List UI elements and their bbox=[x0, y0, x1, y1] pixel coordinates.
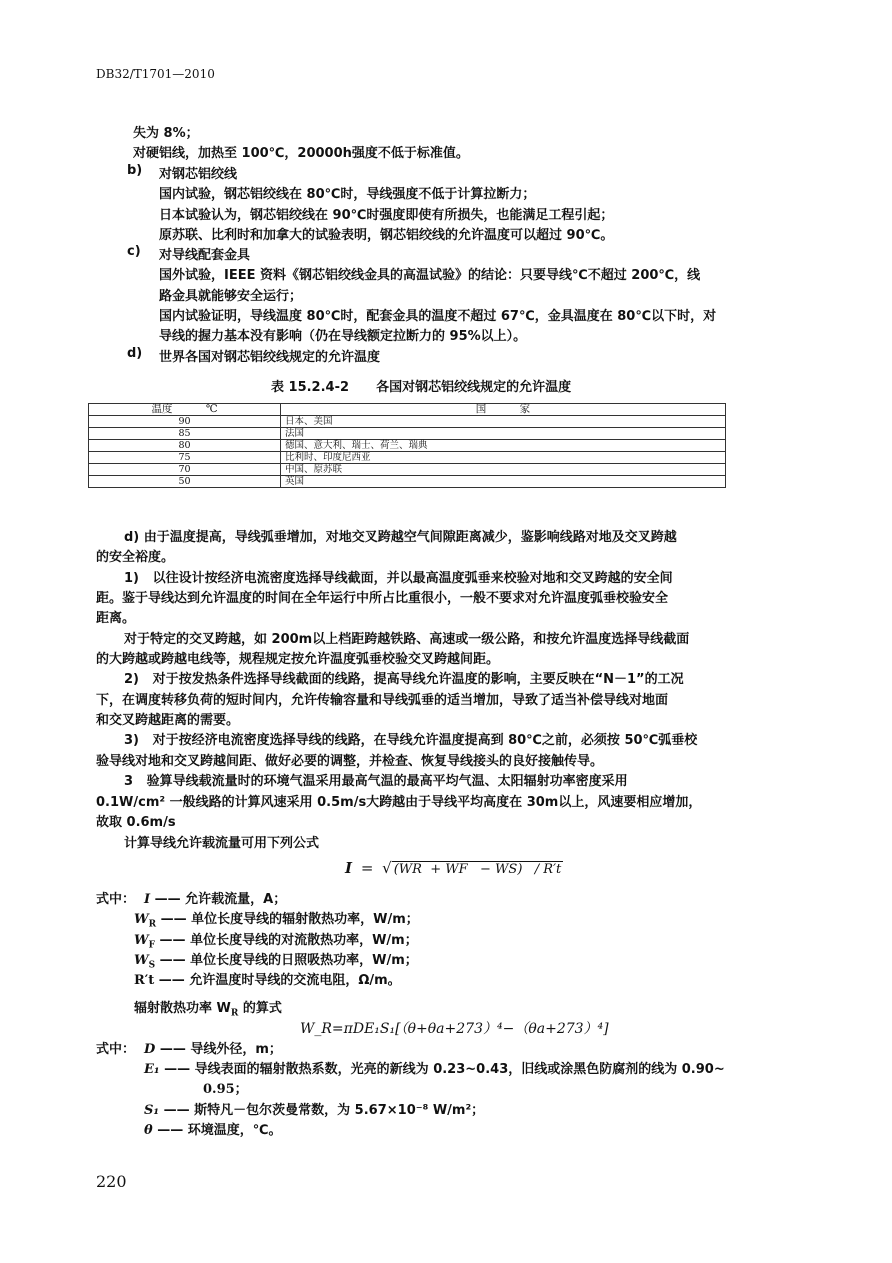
where1-sym: W bbox=[134, 933, 149, 948]
formula2-intro bbox=[134, 997, 282, 1019]
para-4b: 下，在调度转移负荷的短时间内，允许传输容量和导线弧垂的适当增加，导致了适当补偿导线对地面 bbox=[96, 693, 669, 708]
table-header-country: 国 家 bbox=[281, 404, 726, 416]
where2-e-cont: 0.95； bbox=[203, 1082, 248, 1097]
table-cell-temp: 85 bbox=[89, 428, 281, 440]
table-row bbox=[89, 476, 726, 488]
where1-sym: W bbox=[134, 953, 149, 968]
where1-dash: —— bbox=[160, 912, 187, 927]
item-d-title: 世界各国对钢芯铝绞线规定的允许温度 bbox=[159, 350, 381, 365]
formula2-intro-text: 辐射散热功率 W bbox=[134, 1001, 231, 1016]
table-cell-countries: 中国、原苏联 bbox=[281, 464, 726, 476]
where1-item bbox=[134, 929, 418, 951]
table-cell-temp: 70 bbox=[89, 464, 281, 476]
intro-line-2: 对硬铝线，加热至 100℃，20000h强度不低于标准值。 bbox=[133, 146, 469, 161]
formula-radiation: W_R=πDE₁S₁[（θ+θa+273）⁴−（θa+273）⁴] bbox=[300, 1021, 609, 1037]
table-row bbox=[89, 452, 726, 464]
para-2a: 1) 以往设计按经济电流密度选择导线截面，并以最高温度弧垂来校验对地和交叉跨越的安全间 bbox=[124, 571, 673, 586]
where1-desc: 允许载流量，A； bbox=[185, 892, 287, 907]
para-2c: 距离。 bbox=[96, 611, 136, 626]
where1-sym: R′t bbox=[134, 973, 155, 988]
where2-s bbox=[144, 1099, 484, 1118]
formula-current bbox=[345, 859, 563, 877]
where2-dash: —— bbox=[159, 1042, 186, 1057]
para-7: 计算导线允许载流量可用下列公式 bbox=[124, 836, 320, 851]
doc-code: DB32/T1701—2010 bbox=[96, 67, 215, 81]
item-b-line-2: 日本试验认为，钢芯铝绞线在 90℃时强度即使有所损失，也能满足工程引起； bbox=[159, 208, 614, 223]
where2-dash: —— bbox=[164, 1062, 191, 1077]
table-caption: 表 15.2.4-2 各国对钢芯铝绞线规定的允许温度 bbox=[271, 380, 572, 395]
para-1b: 的安全裕度。 bbox=[96, 550, 175, 565]
where2-t bbox=[144, 1119, 281, 1138]
para-3b: 的大跨越或跨越电线等，规程规定按允许温度弧垂校验交叉跨越间距。 bbox=[96, 652, 500, 667]
intro-line-1: 失为 8%； bbox=[133, 126, 199, 141]
where1-item bbox=[134, 949, 418, 971]
table-cell-countries: 法国 bbox=[281, 428, 726, 440]
table-header-temp: 温度 ℃ bbox=[89, 404, 281, 416]
where1-dash: —— bbox=[159, 933, 186, 948]
para-5b: 验导线对地和交叉跨越间距、做好必要的调整，并检查、恢复导线接头的良好接触传导。 bbox=[96, 754, 604, 769]
where2-d-sym: D bbox=[144, 1042, 156, 1057]
item-b-title: 对钢芯铝绞线 bbox=[159, 167, 238, 182]
table-cell-temp: 80 bbox=[89, 440, 281, 452]
para-4a: 2) 对于按发热条件选择导线截面的线路，提高导线允许温度的影响，主要反映在“N－1”的工况 bbox=[124, 672, 684, 687]
where2-d-desc: 导线外径，m； bbox=[190, 1042, 282, 1057]
where1-item bbox=[134, 969, 401, 988]
where1-dash: —— bbox=[154, 892, 181, 907]
where2-e bbox=[144, 1058, 725, 1077]
table-row bbox=[89, 464, 726, 476]
table-cell-countries: 英国 bbox=[281, 476, 726, 488]
where1-desc: 单位长度导线的对流散热功率，W/m； bbox=[190, 933, 418, 948]
para-1a: d) 由于温度提高，导线弧垂增加，对地交叉跨越空气间隙距离减少，鉴影响线路对地及交叉跨越 bbox=[124, 530, 677, 545]
where1-desc: 允许温度时导线的交流电阻，Ω/m。 bbox=[189, 973, 401, 988]
where2-e-desc: 导线表面的辐射散热系数，光亮的新线为 0.23~0.43，旧线或涂黑色防腐剂的线为 0.90~ bbox=[194, 1062, 725, 1077]
where2-dash: —— bbox=[163, 1103, 190, 1118]
where1-desc: 单位长度导线的辐射散热功率，W/m； bbox=[191, 912, 419, 927]
formula2-intro-sub: R bbox=[230, 1008, 239, 1019]
item-c-title: 对导线配套金具 bbox=[159, 248, 251, 263]
where1-item bbox=[134, 908, 419, 930]
where1-lead: 式中： bbox=[96, 892, 136, 907]
item-c-line-3: 国内试验证明，导线温度 80℃时，配套金具的温度不超过 67℃，金具温度在 80℃以下时，对 bbox=[159, 309, 717, 324]
table-cell-temp: 75 bbox=[89, 452, 281, 464]
item-b-marker: b) bbox=[127, 163, 143, 178]
table-row bbox=[89, 428, 726, 440]
para-2b: 距。鉴于导线达到允许温度的时间在全年运行中所占比重很小，一般不要求对允许温度弧垂校验安全 bbox=[96, 591, 669, 606]
where2-t-sym: θ bbox=[144, 1123, 153, 1138]
para-6c: 故取 0.6m/s bbox=[96, 815, 176, 830]
where1-sub: S bbox=[148, 960, 156, 971]
where2-s-desc: 斯特凡－包尔茨曼常数，为 5.67×10⁻⁸ W/m²； bbox=[194, 1103, 485, 1118]
where2-d bbox=[144, 1038, 282, 1057]
para-6b: 0.1W/cm² 一般线路的计算风速采用 0.5m/s大跨越由于导线平均高度在 30m以上，风速要相应增加， bbox=[96, 795, 702, 810]
where2-s-sym: S₁ bbox=[144, 1103, 160, 1118]
formula-lhs: I bbox=[345, 859, 353, 877]
item-b-line-3: 原苏联、比利时和加拿大的试验表明，钢芯铝绞线的允许温度可以超过 90℃。 bbox=[159, 228, 614, 243]
page-number: 220 bbox=[96, 1172, 127, 1191]
where1-sub: R bbox=[148, 919, 157, 930]
para-6a: 3 验算导线载流量时的环境气温采用最高气温的最高平均气温、太阳辐射功率密度采用 bbox=[124, 774, 628, 789]
para-5a: 3) 对于按经济电流密度选择导线的线路，在导线允许温度提高到 80℃之前，必须按 50℃弧垂校 bbox=[124, 733, 698, 748]
temperature-table bbox=[88, 403, 726, 488]
formula-radicand: (WR + WF − WS) / R′t bbox=[393, 862, 562, 877]
table-row bbox=[89, 416, 726, 428]
para-3a: 对于特定的交叉跨越，如 200m以上档距跨越铁路、高速或一级公路，和按允许温度选择导线截面 bbox=[124, 632, 690, 647]
item-c-marker: c) bbox=[127, 244, 141, 259]
para-4c: 和交叉跨越距离的需要。 bbox=[96, 713, 240, 728]
item-d-marker: d) bbox=[127, 346, 143, 361]
where1-sym: I bbox=[144, 892, 151, 907]
table-cell-countries: 日本、美国 bbox=[281, 416, 726, 428]
item-c-line-2: 路金具就能够安全运行； bbox=[159, 289, 303, 304]
where1-item bbox=[144, 888, 286, 907]
table-cell-countries: 德国、意大利、瑞士、荷兰、瑞典 bbox=[281, 440, 726, 452]
formula-eq: = bbox=[360, 859, 374, 877]
item-b-line-1: 国内试验，钢芯铝绞线在 80℃时，导线强度不低于计算拉断力； bbox=[159, 187, 536, 202]
where1-sub: F bbox=[148, 940, 155, 951]
where2-t-desc: 环境温度，℃。 bbox=[187, 1123, 282, 1138]
formula2-intro-tail: 的算式 bbox=[238, 1001, 282, 1016]
where1-sym: W bbox=[134, 912, 149, 927]
where1-desc: 单位长度导线的日照吸热功率，W/m； bbox=[190, 953, 418, 968]
where2-lead: 式中： bbox=[96, 1042, 136, 1057]
table-cell-countries: 比利时、印度尼西亚 bbox=[281, 452, 726, 464]
table-header-row bbox=[89, 404, 726, 416]
where1-dash: —— bbox=[159, 953, 186, 968]
item-c-line-1: 国外试验，IEEE 资料《钢芯铝绞线金具的高温试验》的结论：只要导线℃不超过 200℃，线 bbox=[159, 268, 701, 283]
table-cell-temp: 50 bbox=[89, 476, 281, 488]
where2-dash: —— bbox=[157, 1123, 184, 1138]
where1-dash: —— bbox=[158, 973, 185, 988]
sqrt-symbol: √ bbox=[382, 859, 392, 877]
item-c-line-4: 导线的握力基本没有影响（仍在导线额定拉断力的 95%以上）。 bbox=[159, 329, 527, 344]
where2-e-sym: E₁ bbox=[144, 1062, 160, 1077]
table-cell-temp: 90 bbox=[89, 416, 281, 428]
table-row bbox=[89, 440, 726, 452]
